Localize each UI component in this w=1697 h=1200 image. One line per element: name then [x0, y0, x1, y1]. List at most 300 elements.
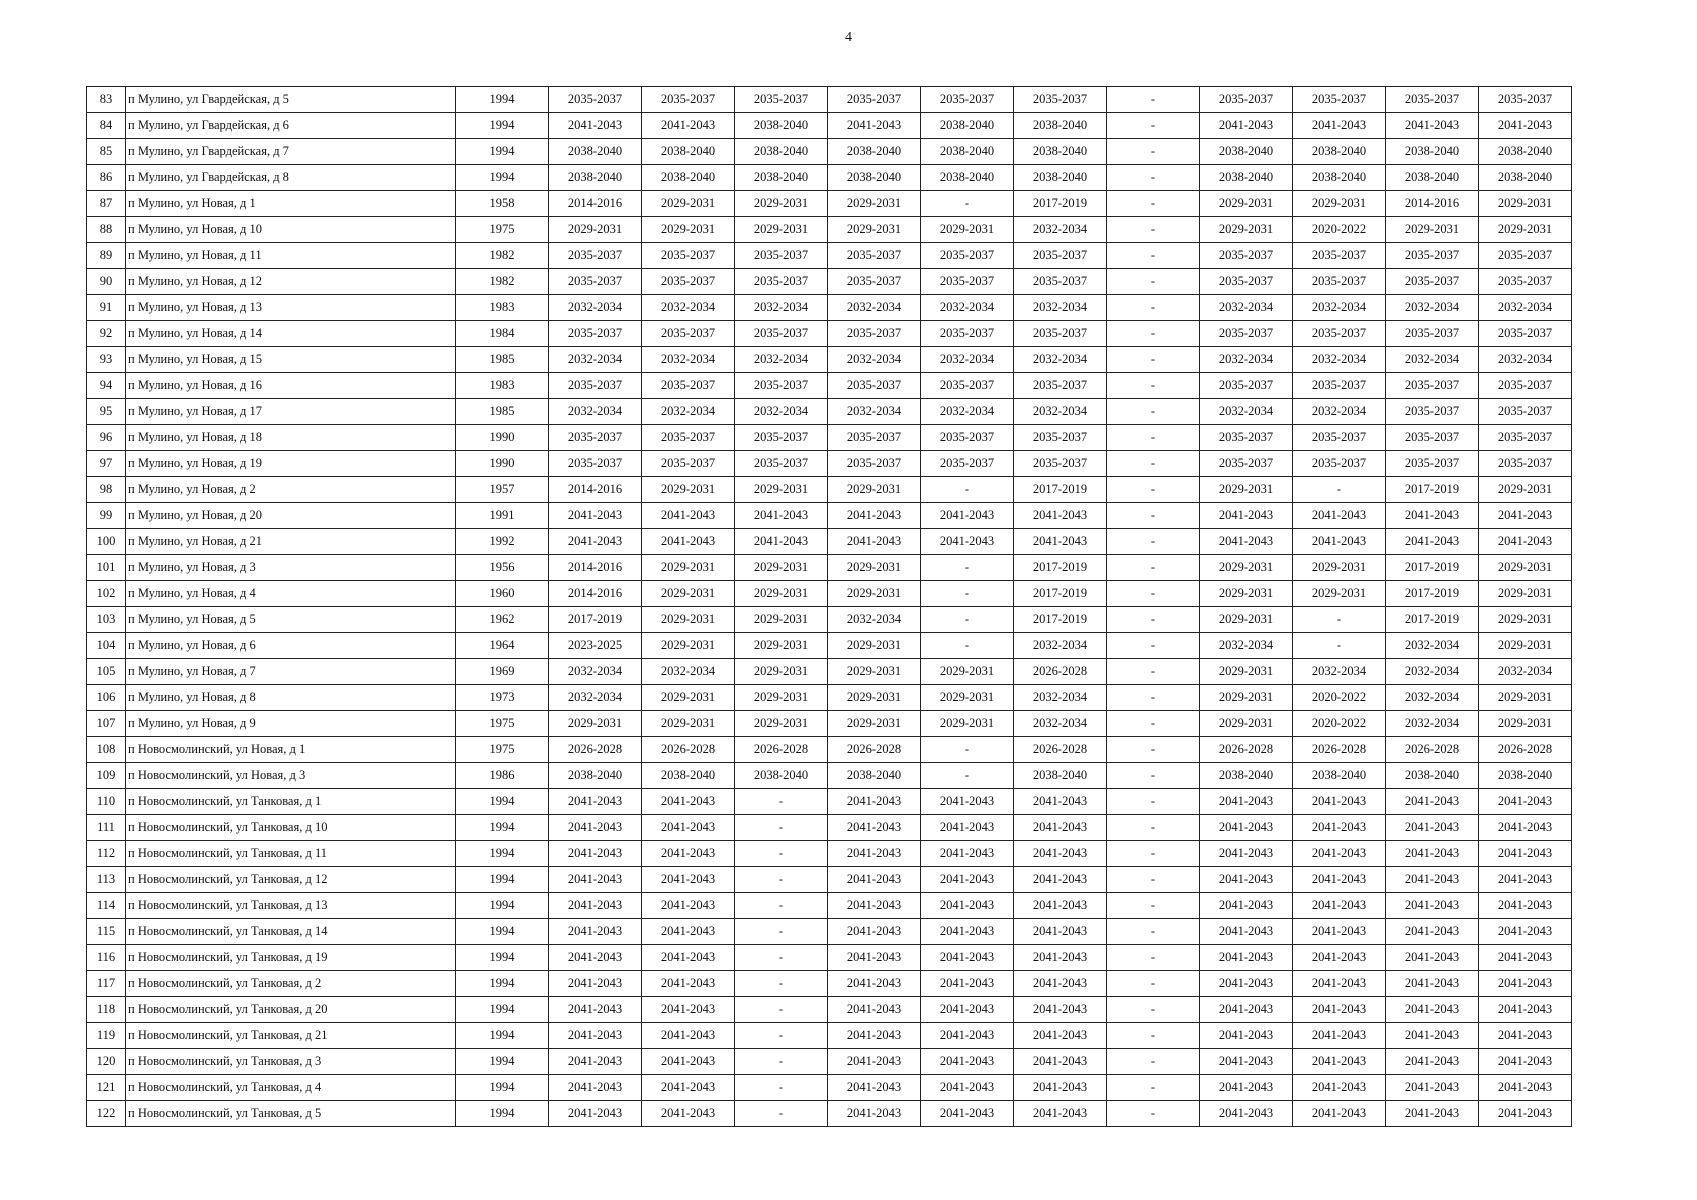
period-cell: 2035-2037: [735, 321, 828, 347]
period-cell: 2041-2043: [828, 1075, 921, 1101]
period-cell: 2032-2034: [1479, 295, 1572, 321]
period-cell: 2029-2031: [828, 217, 921, 243]
period-cell: 2041-2043: [1293, 503, 1386, 529]
year-cell: 1994: [456, 165, 549, 191]
period-cell: 2041-2043: [921, 1075, 1014, 1101]
period-cell: 2035-2037: [1293, 87, 1386, 113]
year-cell: 1994: [456, 997, 549, 1023]
table-row: [87, 581, 1572, 607]
period-cell: 2041-2043: [1014, 919, 1107, 945]
table-row: [87, 1049, 1572, 1075]
period-cell: 2035-2037: [1293, 373, 1386, 399]
period-cell: -: [1107, 763, 1200, 789]
period-cell: 2041-2043: [921, 893, 1014, 919]
table-row: [87, 971, 1572, 997]
period-cell: -: [1107, 477, 1200, 503]
period-cell: 2017-2019: [1386, 477, 1479, 503]
period-cell: -: [735, 997, 828, 1023]
period-cell: 2032-2034: [735, 295, 828, 321]
year-cell: 1975: [456, 711, 549, 737]
period-cell: 2032-2034: [1200, 295, 1293, 321]
period-cell: -: [1107, 113, 1200, 139]
period-cell: 2041-2043: [549, 893, 642, 919]
period-cell: 2017-2019: [1386, 555, 1479, 581]
year-cell: 1994: [456, 893, 549, 919]
period-cell: 2035-2037: [1386, 399, 1479, 425]
year-cell: 1994: [456, 87, 549, 113]
period-cell: 2020-2022: [1293, 711, 1386, 737]
period-cell: 2026-2028: [1200, 737, 1293, 763]
period-cell: 2014-2016: [549, 581, 642, 607]
period-cell: 2041-2043: [1293, 1101, 1386, 1127]
period-cell: 2029-2031: [1200, 581, 1293, 607]
period-cell: 2035-2037: [1293, 321, 1386, 347]
period-cell: 2032-2034: [1014, 685, 1107, 711]
period-cell: 2041-2043: [921, 841, 1014, 867]
period-cell: 2041-2043: [642, 841, 735, 867]
period-cell: 2032-2034: [642, 295, 735, 321]
row-number-cell: 101: [87, 555, 126, 581]
period-cell: 2029-2031: [1479, 607, 1572, 633]
period-cell: 2041-2043: [828, 893, 921, 919]
period-cell: 2032-2034: [921, 347, 1014, 373]
period-cell: 2035-2037: [642, 87, 735, 113]
table-row: [87, 659, 1572, 685]
period-cell: 2029-2031: [735, 685, 828, 711]
address-cell: п Мулино, ул Новая, д 10: [126, 217, 456, 243]
address-cell: п Мулино, ул Новая, д 15: [126, 347, 456, 373]
period-cell: -: [1293, 607, 1386, 633]
period-cell: -: [1293, 477, 1386, 503]
year-cell: 1962: [456, 607, 549, 633]
table-row: [87, 451, 1572, 477]
row-number-cell: 98: [87, 477, 126, 503]
period-cell: 2041-2043: [1293, 789, 1386, 815]
period-cell: 2041-2043: [642, 997, 735, 1023]
period-cell: -: [921, 555, 1014, 581]
row-number-cell: 84: [87, 113, 126, 139]
period-cell: 2035-2037: [1293, 243, 1386, 269]
period-cell: 2041-2043: [1479, 971, 1572, 997]
period-cell: 2038-2040: [1200, 139, 1293, 165]
period-cell: 2035-2037: [1293, 269, 1386, 295]
row-number-cell: 121: [87, 1075, 126, 1101]
address-cell: п Новосмолинский, ул Танковая, д 1: [126, 789, 456, 815]
period-cell: -: [1107, 581, 1200, 607]
period-cell: 2032-2034: [642, 347, 735, 373]
period-cell: 2041-2043: [1200, 789, 1293, 815]
period-cell: 2041-2043: [1200, 1075, 1293, 1101]
period-cell: -: [1107, 893, 1200, 919]
period-cell: -: [1107, 919, 1200, 945]
row-number-cell: 88: [87, 217, 126, 243]
period-cell: 2041-2043: [1200, 919, 1293, 945]
period-cell: 2035-2037: [1200, 425, 1293, 451]
year-cell: 1982: [456, 243, 549, 269]
period-cell: 2035-2037: [549, 425, 642, 451]
period-cell: 2035-2037: [1200, 451, 1293, 477]
table-row: [87, 243, 1572, 269]
period-cell: -: [1107, 425, 1200, 451]
period-cell: 2041-2043: [1014, 815, 1107, 841]
table-row: [87, 139, 1572, 165]
period-cell: -: [735, 867, 828, 893]
period-cell: 2038-2040: [735, 113, 828, 139]
address-cell: п Мулино, ул Новая, д 8: [126, 685, 456, 711]
period-cell: 2032-2034: [735, 347, 828, 373]
address-cell: п Мулино, ул Новая, д 5: [126, 607, 456, 633]
period-cell: -: [1107, 347, 1200, 373]
year-cell: 1973: [456, 685, 549, 711]
period-cell: 2041-2043: [549, 841, 642, 867]
period-cell: 2041-2043: [1479, 867, 1572, 893]
period-cell: 2041-2043: [642, 1049, 735, 1075]
period-cell: 2035-2037: [735, 373, 828, 399]
period-cell: 2035-2037: [921, 373, 1014, 399]
row-number-cell: 119: [87, 1023, 126, 1049]
period-cell: -: [1293, 633, 1386, 659]
period-cell: -: [921, 191, 1014, 217]
period-cell: 2029-2031: [735, 633, 828, 659]
year-cell: 1991: [456, 503, 549, 529]
address-cell: п Мулино, ул Новая, д 11: [126, 243, 456, 269]
period-cell: 2029-2031: [1200, 191, 1293, 217]
year-cell: 1994: [456, 1049, 549, 1075]
period-cell: -: [735, 1023, 828, 1049]
address-cell: п Мулино, ул Новая, д 19: [126, 451, 456, 477]
period-cell: 2041-2043: [828, 971, 921, 997]
table-row: [87, 815, 1572, 841]
row-number-cell: 94: [87, 373, 126, 399]
period-cell: 2017-2019: [549, 607, 642, 633]
table-row: [87, 399, 1572, 425]
period-cell: 2035-2037: [1200, 269, 1293, 295]
period-cell: -: [921, 737, 1014, 763]
address-cell: п Мулино, ул Гвардейская, д 8: [126, 165, 456, 191]
row-number-cell: 99: [87, 503, 126, 529]
period-cell: 2035-2037: [1293, 425, 1386, 451]
period-cell: 2032-2034: [1386, 711, 1479, 737]
period-cell: 2029-2031: [1479, 555, 1572, 581]
period-cell: 2035-2037: [1293, 451, 1386, 477]
period-cell: 2035-2037: [549, 87, 642, 113]
period-cell: 2041-2043: [828, 945, 921, 971]
table-row: [87, 867, 1572, 893]
address-cell: п Новосмолинский, ул Танковая, д 2: [126, 971, 456, 997]
period-cell: 2041-2043: [735, 503, 828, 529]
period-cell: 2029-2031: [1200, 477, 1293, 503]
period-cell: 2041-2043: [642, 1023, 735, 1049]
address-cell: п Мулино, ул Новая, д 17: [126, 399, 456, 425]
address-cell: п Мулино, ул Новая, д 7: [126, 659, 456, 685]
period-cell: 2041-2043: [828, 919, 921, 945]
period-cell: -: [735, 1049, 828, 1075]
period-cell: 2029-2031: [642, 555, 735, 581]
period-cell: 2032-2034: [549, 399, 642, 425]
period-cell: -: [735, 919, 828, 945]
period-cell: -: [1107, 711, 1200, 737]
period-cell: -: [1107, 737, 1200, 763]
table-row: [87, 841, 1572, 867]
period-cell: 2035-2037: [1386, 425, 1479, 451]
period-cell: 2041-2043: [1386, 867, 1479, 893]
period-cell: 2035-2037: [1386, 321, 1479, 347]
year-cell: 1964: [456, 633, 549, 659]
period-cell: 2038-2040: [1293, 763, 1386, 789]
table-row: [87, 893, 1572, 919]
period-cell: 2035-2037: [735, 87, 828, 113]
period-cell: 2038-2040: [1200, 165, 1293, 191]
period-cell: 2041-2043: [1386, 893, 1479, 919]
period-cell: 2038-2040: [735, 763, 828, 789]
period-cell: -: [1107, 451, 1200, 477]
period-cell: 2029-2031: [642, 711, 735, 737]
year-cell: 1983: [456, 373, 549, 399]
period-cell: -: [735, 789, 828, 815]
period-cell: -: [735, 893, 828, 919]
period-cell: 2041-2043: [921, 815, 1014, 841]
period-cell: -: [921, 477, 1014, 503]
period-cell: 2041-2043: [1479, 1023, 1572, 1049]
year-cell: 1985: [456, 347, 549, 373]
period-cell: 2041-2043: [1293, 841, 1386, 867]
period-cell: 2035-2037: [1479, 321, 1572, 347]
period-cell: 2017-2019: [1386, 581, 1479, 607]
period-cell: 2032-2034: [828, 607, 921, 633]
address-cell: п Мулино, ул Новая, д 20: [126, 503, 456, 529]
period-cell: 2035-2037: [828, 425, 921, 451]
period-cell: 2029-2031: [828, 711, 921, 737]
address-cell: п Новосмолинский, ул Танковая, д 3: [126, 1049, 456, 1075]
period-cell: 2041-2043: [1479, 919, 1572, 945]
period-cell: 2041-2043: [1200, 529, 1293, 555]
period-cell: 2035-2037: [735, 269, 828, 295]
row-number-cell: 97: [87, 451, 126, 477]
period-cell: 2038-2040: [642, 139, 735, 165]
year-cell: 1985: [456, 399, 549, 425]
period-cell: 2038-2040: [1014, 139, 1107, 165]
period-cell: 2026-2028: [735, 737, 828, 763]
period-cell: 2026-2028: [642, 737, 735, 763]
period-cell: 2041-2043: [549, 815, 642, 841]
period-cell: 2032-2034: [549, 659, 642, 685]
period-cell: 2041-2043: [921, 1049, 1014, 1075]
period-cell: 2035-2037: [1479, 451, 1572, 477]
period-cell: 2041-2043: [1479, 945, 1572, 971]
period-cell: 2041-2043: [1014, 971, 1107, 997]
address-cell: п Новосмолинский, ул Танковая, д 14: [126, 919, 456, 945]
period-cell: 2038-2040: [549, 763, 642, 789]
period-cell: 2038-2040: [549, 139, 642, 165]
row-number-cell: 111: [87, 815, 126, 841]
period-cell: 2032-2034: [1479, 659, 1572, 685]
period-cell: 2038-2040: [1386, 139, 1479, 165]
period-cell: 2041-2043: [828, 1049, 921, 1075]
period-cell: 2035-2037: [1386, 243, 1479, 269]
year-cell: 1994: [456, 1101, 549, 1127]
period-cell: -: [1107, 373, 1200, 399]
row-number-cell: 102: [87, 581, 126, 607]
period-cell: 2041-2043: [1014, 841, 1107, 867]
period-cell: 2041-2043: [642, 945, 735, 971]
period-cell: -: [1107, 841, 1200, 867]
period-cell: 2041-2043: [1479, 997, 1572, 1023]
row-number-cell: 112: [87, 841, 126, 867]
period-cell: -: [1107, 555, 1200, 581]
row-number-cell: 96: [87, 425, 126, 451]
period-cell: 2020-2022: [1293, 685, 1386, 711]
period-cell: -: [1107, 971, 1200, 997]
period-cell: 2041-2043: [1014, 1075, 1107, 1101]
period-cell: 2029-2031: [921, 659, 1014, 685]
period-cell: 2035-2037: [1479, 425, 1572, 451]
period-cell: 2035-2037: [1014, 425, 1107, 451]
period-cell: 2041-2043: [921, 919, 1014, 945]
period-cell: 2041-2043: [642, 529, 735, 555]
period-cell: 2029-2031: [642, 191, 735, 217]
period-cell: 2038-2040: [828, 139, 921, 165]
row-number-cell: 95: [87, 399, 126, 425]
period-cell: 2035-2037: [735, 425, 828, 451]
row-number-cell: 89: [87, 243, 126, 269]
period-cell: 2035-2037: [828, 321, 921, 347]
period-cell: 2032-2034: [1386, 347, 1479, 373]
period-cell: -: [735, 945, 828, 971]
period-cell: 2029-2031: [1200, 711, 1293, 737]
period-cell: -: [921, 607, 1014, 633]
period-cell: 2041-2043: [921, 971, 1014, 997]
period-cell: -: [921, 763, 1014, 789]
period-cell: 2038-2040: [921, 139, 1014, 165]
table-row: [87, 165, 1572, 191]
period-cell: 2035-2037: [828, 451, 921, 477]
period-cell: -: [735, 1101, 828, 1127]
period-cell: 2035-2037: [549, 451, 642, 477]
row-number-cell: 109: [87, 763, 126, 789]
year-cell: 1994: [456, 841, 549, 867]
table-row: [87, 1023, 1572, 1049]
period-cell: 2023-2025: [549, 633, 642, 659]
row-number-cell: 122: [87, 1101, 126, 1127]
address-cell: п Мулино, ул Гвардейская, д 5: [126, 87, 456, 113]
period-cell: 2035-2037: [642, 425, 735, 451]
period-cell: 2032-2034: [642, 399, 735, 425]
period-cell: 2035-2037: [828, 87, 921, 113]
year-cell: 1994: [456, 113, 549, 139]
period-cell: 2029-2031: [642, 633, 735, 659]
period-cell: 2029-2031: [642, 685, 735, 711]
period-cell: 2035-2037: [1479, 399, 1572, 425]
period-cell: 2032-2034: [828, 347, 921, 373]
period-cell: 2041-2043: [1014, 503, 1107, 529]
period-cell: 2032-2034: [1386, 295, 1479, 321]
period-cell: 2038-2040: [1014, 763, 1107, 789]
period-cell: 2032-2034: [1293, 295, 1386, 321]
address-cell: п Новосмолинский, ул Танковая, д 21: [126, 1023, 456, 1049]
row-number-cell: 85: [87, 139, 126, 165]
period-cell: 2035-2037: [1014, 451, 1107, 477]
period-cell: 2038-2040: [1479, 763, 1572, 789]
period-cell: 2041-2043: [1293, 997, 1386, 1023]
period-cell: -: [921, 581, 1014, 607]
period-cell: 2017-2019: [1014, 555, 1107, 581]
period-cell: 2029-2031: [549, 711, 642, 737]
period-cell: 2026-2028: [549, 737, 642, 763]
period-cell: 2035-2037: [735, 243, 828, 269]
table-row: [87, 633, 1572, 659]
address-cell: п Мулино, ул Новая, д 14: [126, 321, 456, 347]
address-cell: п Мулино, ул Новая, д 18: [126, 425, 456, 451]
period-cell: 2041-2043: [1386, 815, 1479, 841]
year-cell: 1990: [456, 451, 549, 477]
period-cell: 2038-2040: [1200, 763, 1293, 789]
address-cell: п Новосмолинский, ул Танковая, д 19: [126, 945, 456, 971]
period-cell: 2029-2031: [735, 555, 828, 581]
row-number-cell: 103: [87, 607, 126, 633]
period-cell: 2041-2043: [1200, 867, 1293, 893]
period-cell: -: [1107, 659, 1200, 685]
period-cell: 2041-2043: [735, 529, 828, 555]
table-row: [87, 789, 1572, 815]
period-cell: 2041-2043: [921, 867, 1014, 893]
period-cell: 2041-2043: [1386, 1023, 1479, 1049]
table-row: [87, 347, 1572, 373]
period-cell: 2032-2034: [1293, 399, 1386, 425]
period-cell: 2017-2019: [1014, 191, 1107, 217]
period-cell: 2017-2019: [1014, 607, 1107, 633]
period-cell: 2041-2043: [1386, 1049, 1479, 1075]
address-cell: п Новосмолинский, ул Танковая, д 13: [126, 893, 456, 919]
period-cell: 2038-2040: [921, 165, 1014, 191]
period-cell: 2041-2043: [642, 971, 735, 997]
period-cell: 2029-2031: [549, 217, 642, 243]
period-cell: 2032-2034: [1293, 347, 1386, 373]
row-number-cell: 110: [87, 789, 126, 815]
period-cell: 2029-2031: [735, 217, 828, 243]
year-cell: 1994: [456, 945, 549, 971]
period-cell: 2041-2043: [1386, 113, 1479, 139]
period-cell: 2041-2043: [1479, 893, 1572, 919]
period-cell: 2041-2043: [828, 997, 921, 1023]
period-cell: 2041-2043: [1293, 1023, 1386, 1049]
row-number-cell: 107: [87, 711, 126, 737]
address-cell: п Новосмолинский, ул Танковая, д 5: [126, 1101, 456, 1127]
period-cell: 2035-2037: [642, 373, 735, 399]
period-cell: 2041-2043: [921, 529, 1014, 555]
period-cell: -: [735, 971, 828, 997]
period-cell: 2041-2043: [1386, 919, 1479, 945]
address-cell: п Новосмолинский, ул Танковая, д 10: [126, 815, 456, 841]
period-cell: 2041-2043: [1386, 529, 1479, 555]
period-cell: 2041-2043: [921, 1101, 1014, 1127]
period-cell: 2041-2043: [921, 945, 1014, 971]
period-cell: 2032-2034: [1014, 217, 1107, 243]
period-cell: -: [735, 1075, 828, 1101]
table-body: [87, 87, 1572, 1127]
period-cell: -: [1107, 997, 1200, 1023]
period-cell: 2041-2043: [1479, 1075, 1572, 1101]
period-cell: 2041-2043: [1386, 971, 1479, 997]
period-cell: 2041-2043: [1293, 893, 1386, 919]
row-number-cell: 91: [87, 295, 126, 321]
period-cell: 2032-2034: [1386, 633, 1479, 659]
period-cell: 2032-2034: [1014, 399, 1107, 425]
row-number-cell: 92: [87, 321, 126, 347]
period-cell: -: [1107, 945, 1200, 971]
period-cell: 2041-2043: [1200, 945, 1293, 971]
row-number-cell: 106: [87, 685, 126, 711]
period-cell: 2041-2043: [1386, 503, 1479, 529]
